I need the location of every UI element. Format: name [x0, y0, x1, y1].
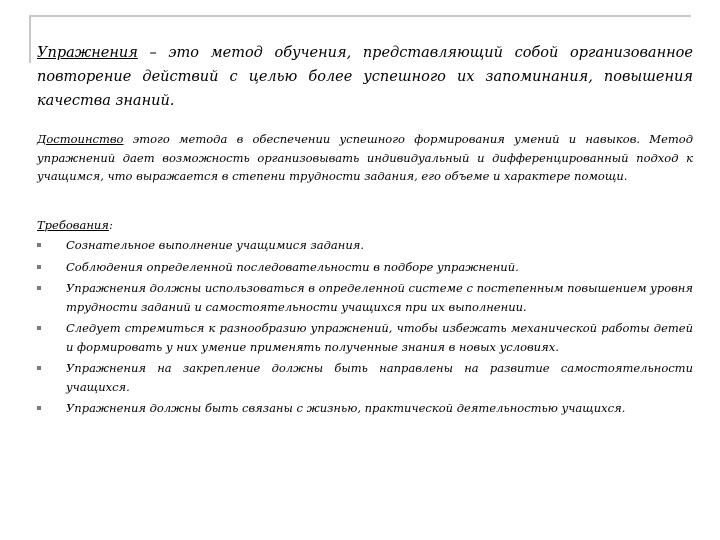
list-item [37, 236, 693, 255]
list-item-text: Упражнения должны быть связаны с жизнью, практической деятельностью учащихся. [66, 401, 626, 415]
list-item [37, 279, 693, 316]
list-item-text: Упражнения на закрепление должны быть направлены на развитие самостоятельности учащихся. [66, 361, 693, 394]
square-bullet-icon [37, 243, 41, 247]
square-bullet-icon [37, 366, 41, 370]
square-bullet-icon [37, 406, 41, 410]
slide-content [37, 41, 693, 421]
intro-paragraph [37, 41, 693, 113]
intro-term: Упражнения [37, 45, 138, 61]
list-item [37, 359, 693, 396]
square-bullet-icon [37, 286, 41, 290]
slide-frame-left-line [29, 15, 31, 63]
requirements-heading-label: Требования [37, 217, 109, 232]
list-item [37, 258, 693, 277]
advantage-label: Достоинство [37, 132, 124, 146]
square-bullet-icon [37, 265, 41, 269]
slide-frame-top-line [29, 15, 691, 17]
list-item [37, 399, 693, 418]
square-bullet-icon [37, 326, 41, 330]
advantage-paragraph [37, 130, 693, 186]
list-item-text: Упражнения должны использоваться в определенной системе с постепенным повышением уровня трудности заданий и самостоятельности учащихся при их выполнении. [66, 281, 693, 314]
list-item-text: Соблюдения определенной последовательности в подборе упражнений. [66, 259, 519, 274]
list-item-text: Сознательное выполнение учащимися задания. [66, 238, 364, 252]
list-item [37, 319, 693, 356]
advantage-text: этого метода в обеспечении успешного формирования умений и навыков. Метод упражнений дает возможность организовывать индивидуальный и дифференцированный подход к учащимся, что выражается в степени трудности задания, его объеме и характере помощи. [37, 132, 693, 183]
requirements-list [37, 236, 693, 418]
list-item-text: Следует стремиться к разнообразию упражнений, чтобы избежать механической работы детей и формировать у них умение применять полученные знания в новых условиях. [66, 321, 693, 354]
requirements-heading [37, 216, 693, 235]
intro-text: – это метод обучения, представляющий собой организованное повторение действий с целью более успешного их запоминания, повышения качества знаний. [37, 45, 693, 109]
requirements-heading-colon: : [108, 217, 113, 232]
